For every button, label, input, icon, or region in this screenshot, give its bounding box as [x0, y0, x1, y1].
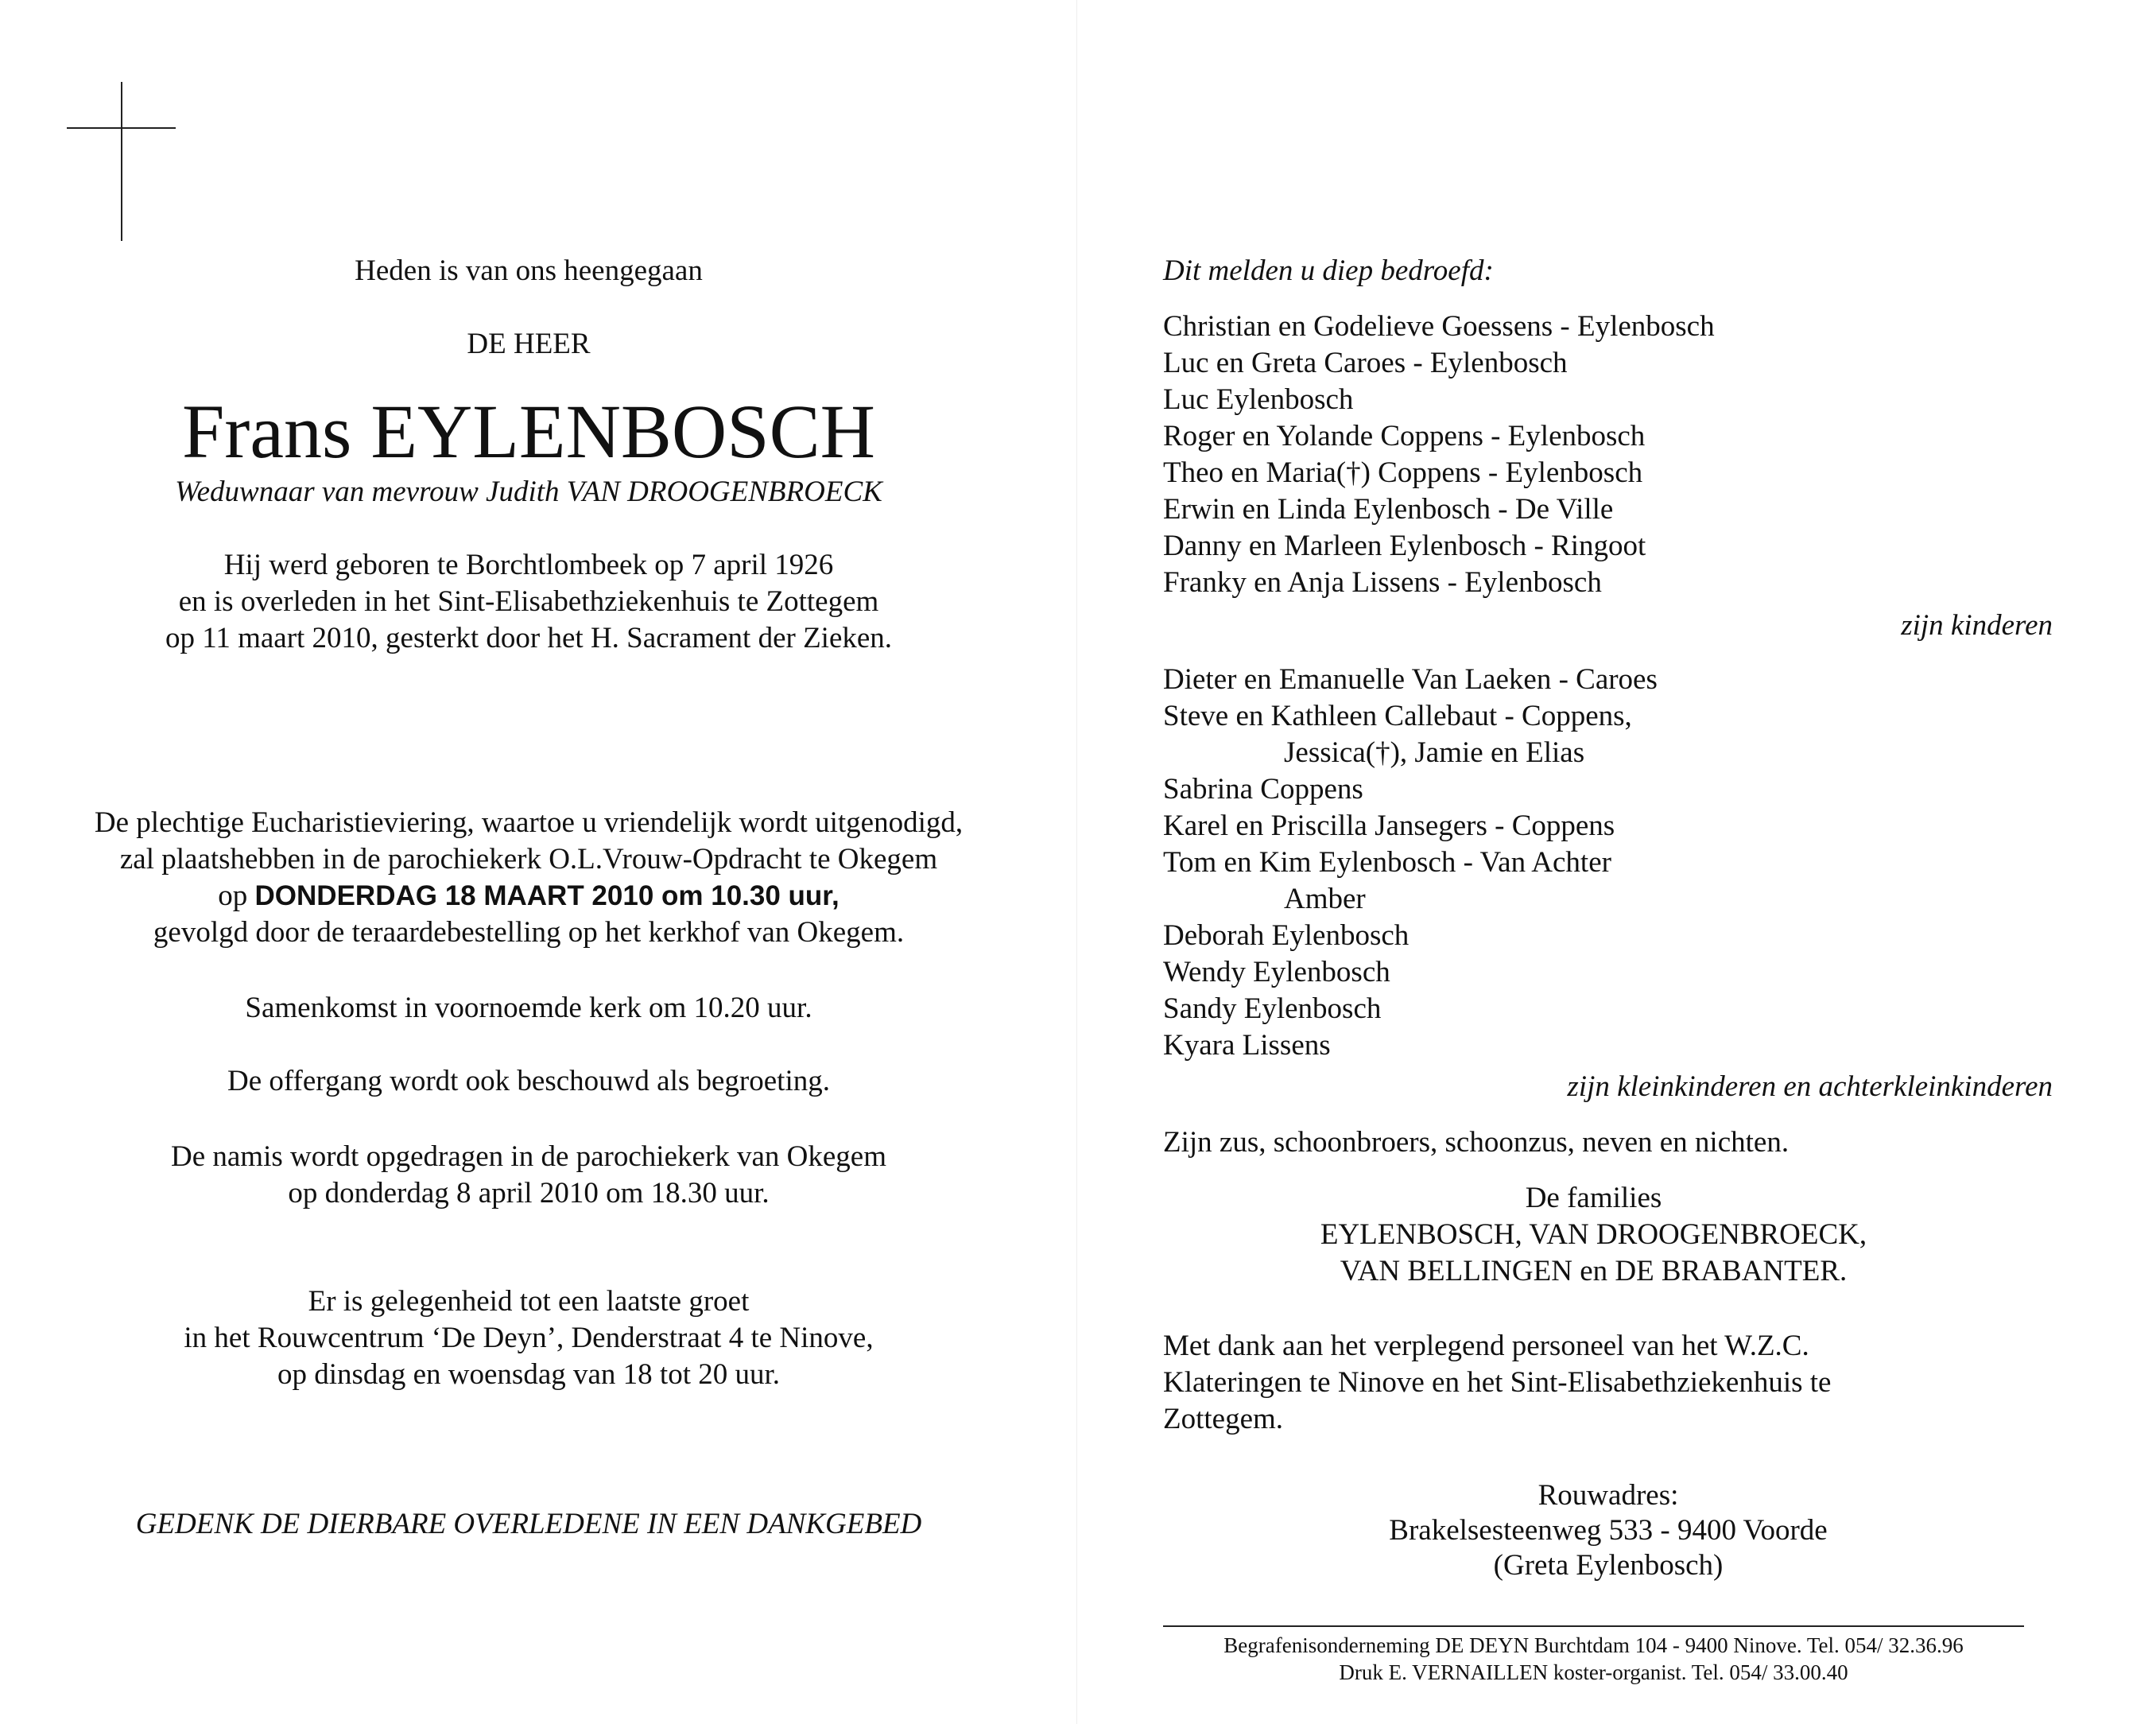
list-item: Danny en Marleen Eylenbosch - Ringoot: [1163, 530, 1646, 562]
thanks-line-3: Zottegem.: [1163, 1403, 1284, 1435]
divider: [1163, 1625, 2024, 1627]
list-item: Franky en Anja Lissens - Eylenbosch: [1163, 566, 1602, 599]
list-item: Steve en Kathleen Callebaut - Coppens,: [1163, 700, 1632, 732]
imprint-line-1: Begrafenisonderneming DE DEYN Burchtdam 104 - 9400 Ninove. Tel. 054/ 32.36.96: [1223, 1633, 1964, 1657]
address-label: Rouwadres:: [1538, 1479, 1679, 1512]
deceased-name: Frans EYLENBOSCH: [181, 389, 875, 474]
thanks-line-1: Met dank aan het verplegend personeel van het W.Z.C.: [1163, 1330, 1809, 1362]
families-line-3: VAN BELLINGEN en DE BRABANTER.: [1340, 1255, 1848, 1287]
list-item: Dieter en Emanuelle Van Laeken - Caroes: [1163, 663, 1658, 696]
list-item: Deborah Eylenbosch: [1163, 919, 1410, 952]
mass-line-1: De namis wordt opgedragen in de parochiekerk van Okegem: [170, 1140, 886, 1173]
birth-line-3: op 11 maart 2010, gesterkt door het H. Sacrament der Zieken.: [165, 622, 893, 654]
ceremony-prefix: op: [218, 879, 248, 912]
list-item: Erwin en Linda Eylenbosch - De Ville: [1163, 493, 1614, 526]
list-item: Wendy Eylenbosch: [1163, 956, 1390, 988]
list-item: Luc Eylenbosch: [1163, 383, 1354, 416]
list-item: Sabrina Coppens: [1163, 773, 1363, 806]
footer-text: GEDENK DE DIERBARE OVERLEDENE IN EEN DANKGEBED: [135, 1508, 922, 1540]
announcement-header: Dit melden u diep bedroefd:: [1163, 254, 1494, 287]
greeting-line-1: Er is gelegenheid tot een laatste groet: [308, 1285, 750, 1318]
list-item: Christian en Godelieve Goessens - Eylenbosch: [1163, 310, 1715, 343]
ceremony-line-4: gevolgd door de teraardebestelling op het kerkhof van Okegem.: [153, 916, 905, 949]
siblings-text: Zijn zus, schoonbroers, schoonzus, neven en nichten.: [1163, 1126, 1790, 1159]
thanks-line-2: Klateringen te Ninove en het Sint-Elisabethziekenhuis te: [1163, 1366, 1832, 1399]
birth-line-1: Hij werd geboren te Borchtlombeek op 7 april 1926: [223, 549, 834, 581]
address-contact: (Greta Eylenbosch): [1493, 1549, 1724, 1582]
ceremony-line-3: [52, 878, 1006, 914]
birth-line-2: en is overleden in het Sint-Elisabethziekenhuis te Zottegem: [178, 585, 879, 618]
mass-line-2: op donderdag 8 april 2010 om 18.30 uur.: [288, 1177, 770, 1210]
intro-text: Heden is van ons heengegaan: [355, 254, 703, 287]
list-item: Tom en Kim Eylenbosch - Van Achter: [1163, 846, 1611, 879]
list-item: Kyara Lissens: [1163, 1029, 1331, 1062]
ceremony-date: DONDERDAG 18 MAART 2010 om 10.30 uur,: [254, 880, 840, 911]
meeting-text: Samenkomst in voornoemde kerk om 10.20 uur.: [245, 992, 812, 1024]
ceremony-line-1: De plechtige Eucharistieviering, waartoe u vriendelijk wordt uitgenodigd,: [94, 806, 964, 839]
families-line-1: De families: [1525, 1182, 1662, 1214]
list-item: Roger en Yolande Coppens - Eylenbosch: [1163, 420, 1646, 452]
widower-text: Weduwnaar van mevrouw Judith VAN DROOGENBROECK: [175, 476, 882, 508]
greeting-line-2: in het Rouwcentrum ‘De Deyn’, Denderstraat 4 te Ninove,: [184, 1322, 874, 1354]
families-line-2: EYLENBOSCH, VAN DROOGENBROECK,: [1320, 1218, 1867, 1251]
imprint-line-2: Druk E. VERNAILLEN koster-organist. Tel. 054/ 33.00.40: [1339, 1660, 1848, 1684]
ceremony-line-2: zal plaatshebben in de parochiekerk O.L.Vrouw-Opdracht te Okegem: [119, 843, 938, 876]
list-item: Sandy Eylenbosch: [1163, 992, 1382, 1025]
list-item: Jessica(†), Jamie en Elias: [1284, 736, 1585, 769]
list-item: Karel en Priscilla Jansegers - Coppens: [1163, 810, 1615, 842]
address-street: Brakelsesteenweg 533 - 9400 Voorde: [1389, 1514, 1828, 1547]
list-item: Theo en Maria(†) Coppens - Eylenbosch: [1163, 456, 1643, 489]
grandchildren-label: zijn kleinkinderen en achterkleinkinderen: [1567, 1070, 2053, 1103]
title-text: DE HEER: [467, 328, 591, 360]
offering-text: De offergang wordt ook beschouwd als begroeting.: [227, 1065, 830, 1097]
list-item: Amber: [1284, 883, 1366, 915]
list-item: Luc en Greta Caroes - Eylenbosch: [1163, 347, 1568, 379]
fold-line: [1076, 0, 1077, 1724]
children-label: zijn kinderen: [1901, 609, 2053, 642]
greeting-line-3: op dinsdag en woensdag van 18 tot 20 uur.: [277, 1358, 780, 1391]
